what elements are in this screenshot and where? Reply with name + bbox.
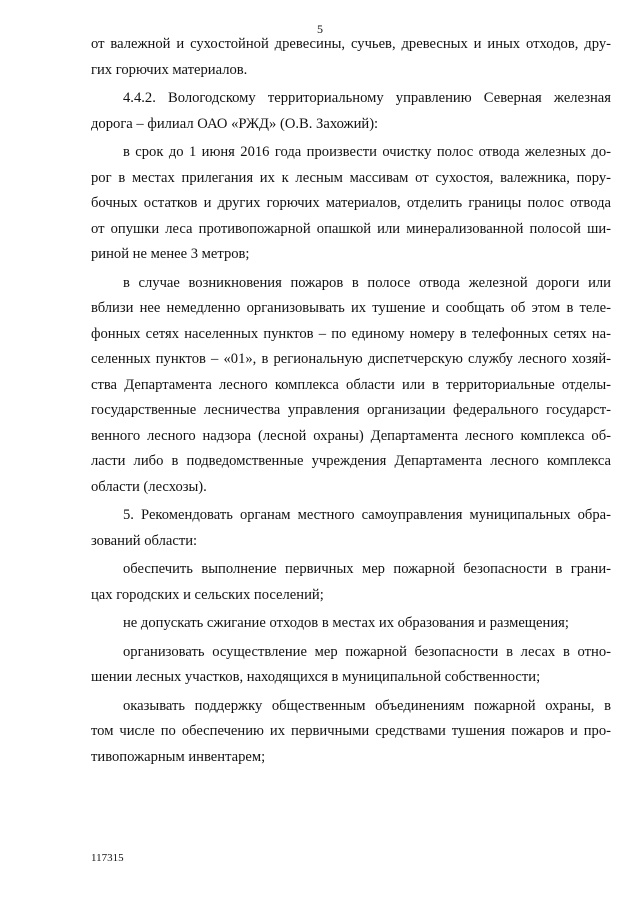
text-line: в срок до 1 июня 2016 года произвести очистку полос отвода железных до- bbox=[123, 144, 611, 160]
text-line: цах городских и сельских поселений; bbox=[91, 586, 324, 603]
text-line: ласти либо в подведомственные учреждения Департамента лесного комплекса bbox=[91, 453, 611, 469]
text-line: шении лесных участков, находящихся в муниципальной собственности; bbox=[91, 669, 541, 685]
text-line: 5. Рекомендовать органам местного самоуправления муниципальных обра- bbox=[123, 507, 611, 523]
text-line: организовать осуществление мер пожарной безопасности в лесах в отно- bbox=[123, 643, 611, 660]
text-line: селенных пунктов – «01», в региональную диспетчерскую службу лесного хозяй- bbox=[91, 351, 611, 367]
text-line: гих горючих материалов. bbox=[91, 61, 248, 78]
text-line: риной не менее 3 метров; bbox=[91, 246, 250, 262]
text-line: вблизи нее немедленно организовывать их тушение и сообщать об этом в теле- bbox=[91, 300, 611, 316]
text-line: бочных остатков и других горючих материалов, отделить границы полос отвода bbox=[91, 195, 611, 211]
text-line: области (лесхозы). bbox=[91, 478, 207, 495]
text-line: 4.4.2. Вологодскому территориальному управлению Северная железная bbox=[123, 90, 611, 106]
text-line: государственные лесничества управления организации федерального государст- bbox=[91, 402, 611, 418]
text-line: оказывать поддержку общественным объединениям пожарной охраны, в bbox=[123, 697, 611, 714]
text-line: рог в местах прилегания их к лесным массивам от сухостоя, валежника, пору- bbox=[91, 169, 611, 186]
text-line: венного лесного надзора (лесной охраны) Департамента лесного комплекса об- bbox=[91, 427, 611, 444]
text-line: дорога – филиал ОАО «РЖД» (О.В. Захожий): bbox=[91, 115, 379, 132]
text-line: в случае возникновения пожаров в полосе отвода железной дороги или bbox=[123, 274, 611, 291]
text-line: от валежной и сухостойной древесины, сучьев, древесных и иных отходов, дру- bbox=[91, 36, 611, 52]
text-line: зований области: bbox=[91, 532, 198, 549]
text-line: не допускать сжигание отходов в местах их образования и размещения; bbox=[123, 615, 569, 631]
text-line: от опушки леса противопожарной опашкой или минерализованной полосой ши- bbox=[91, 220, 611, 237]
document-code: 117315 bbox=[91, 852, 124, 864]
body-text bbox=[91, 32, 611, 770]
text-line: фонных сетях населенных пунктов – по единому номеру в телефонных сетях на- bbox=[91, 325, 611, 342]
text-line: обеспечить выполнение первичных мер пожарной безопасности в грани- bbox=[123, 561, 611, 577]
text-line: том числе по обеспечению их первичными средствами тушения пожаров и про- bbox=[91, 723, 611, 739]
page-number: 5 bbox=[317, 22, 323, 36]
text-line: ства Департамента лесного комплекса области или в территориальные отделы- bbox=[91, 376, 611, 393]
text-line: тивопожарным инвентарем; bbox=[91, 748, 266, 765]
